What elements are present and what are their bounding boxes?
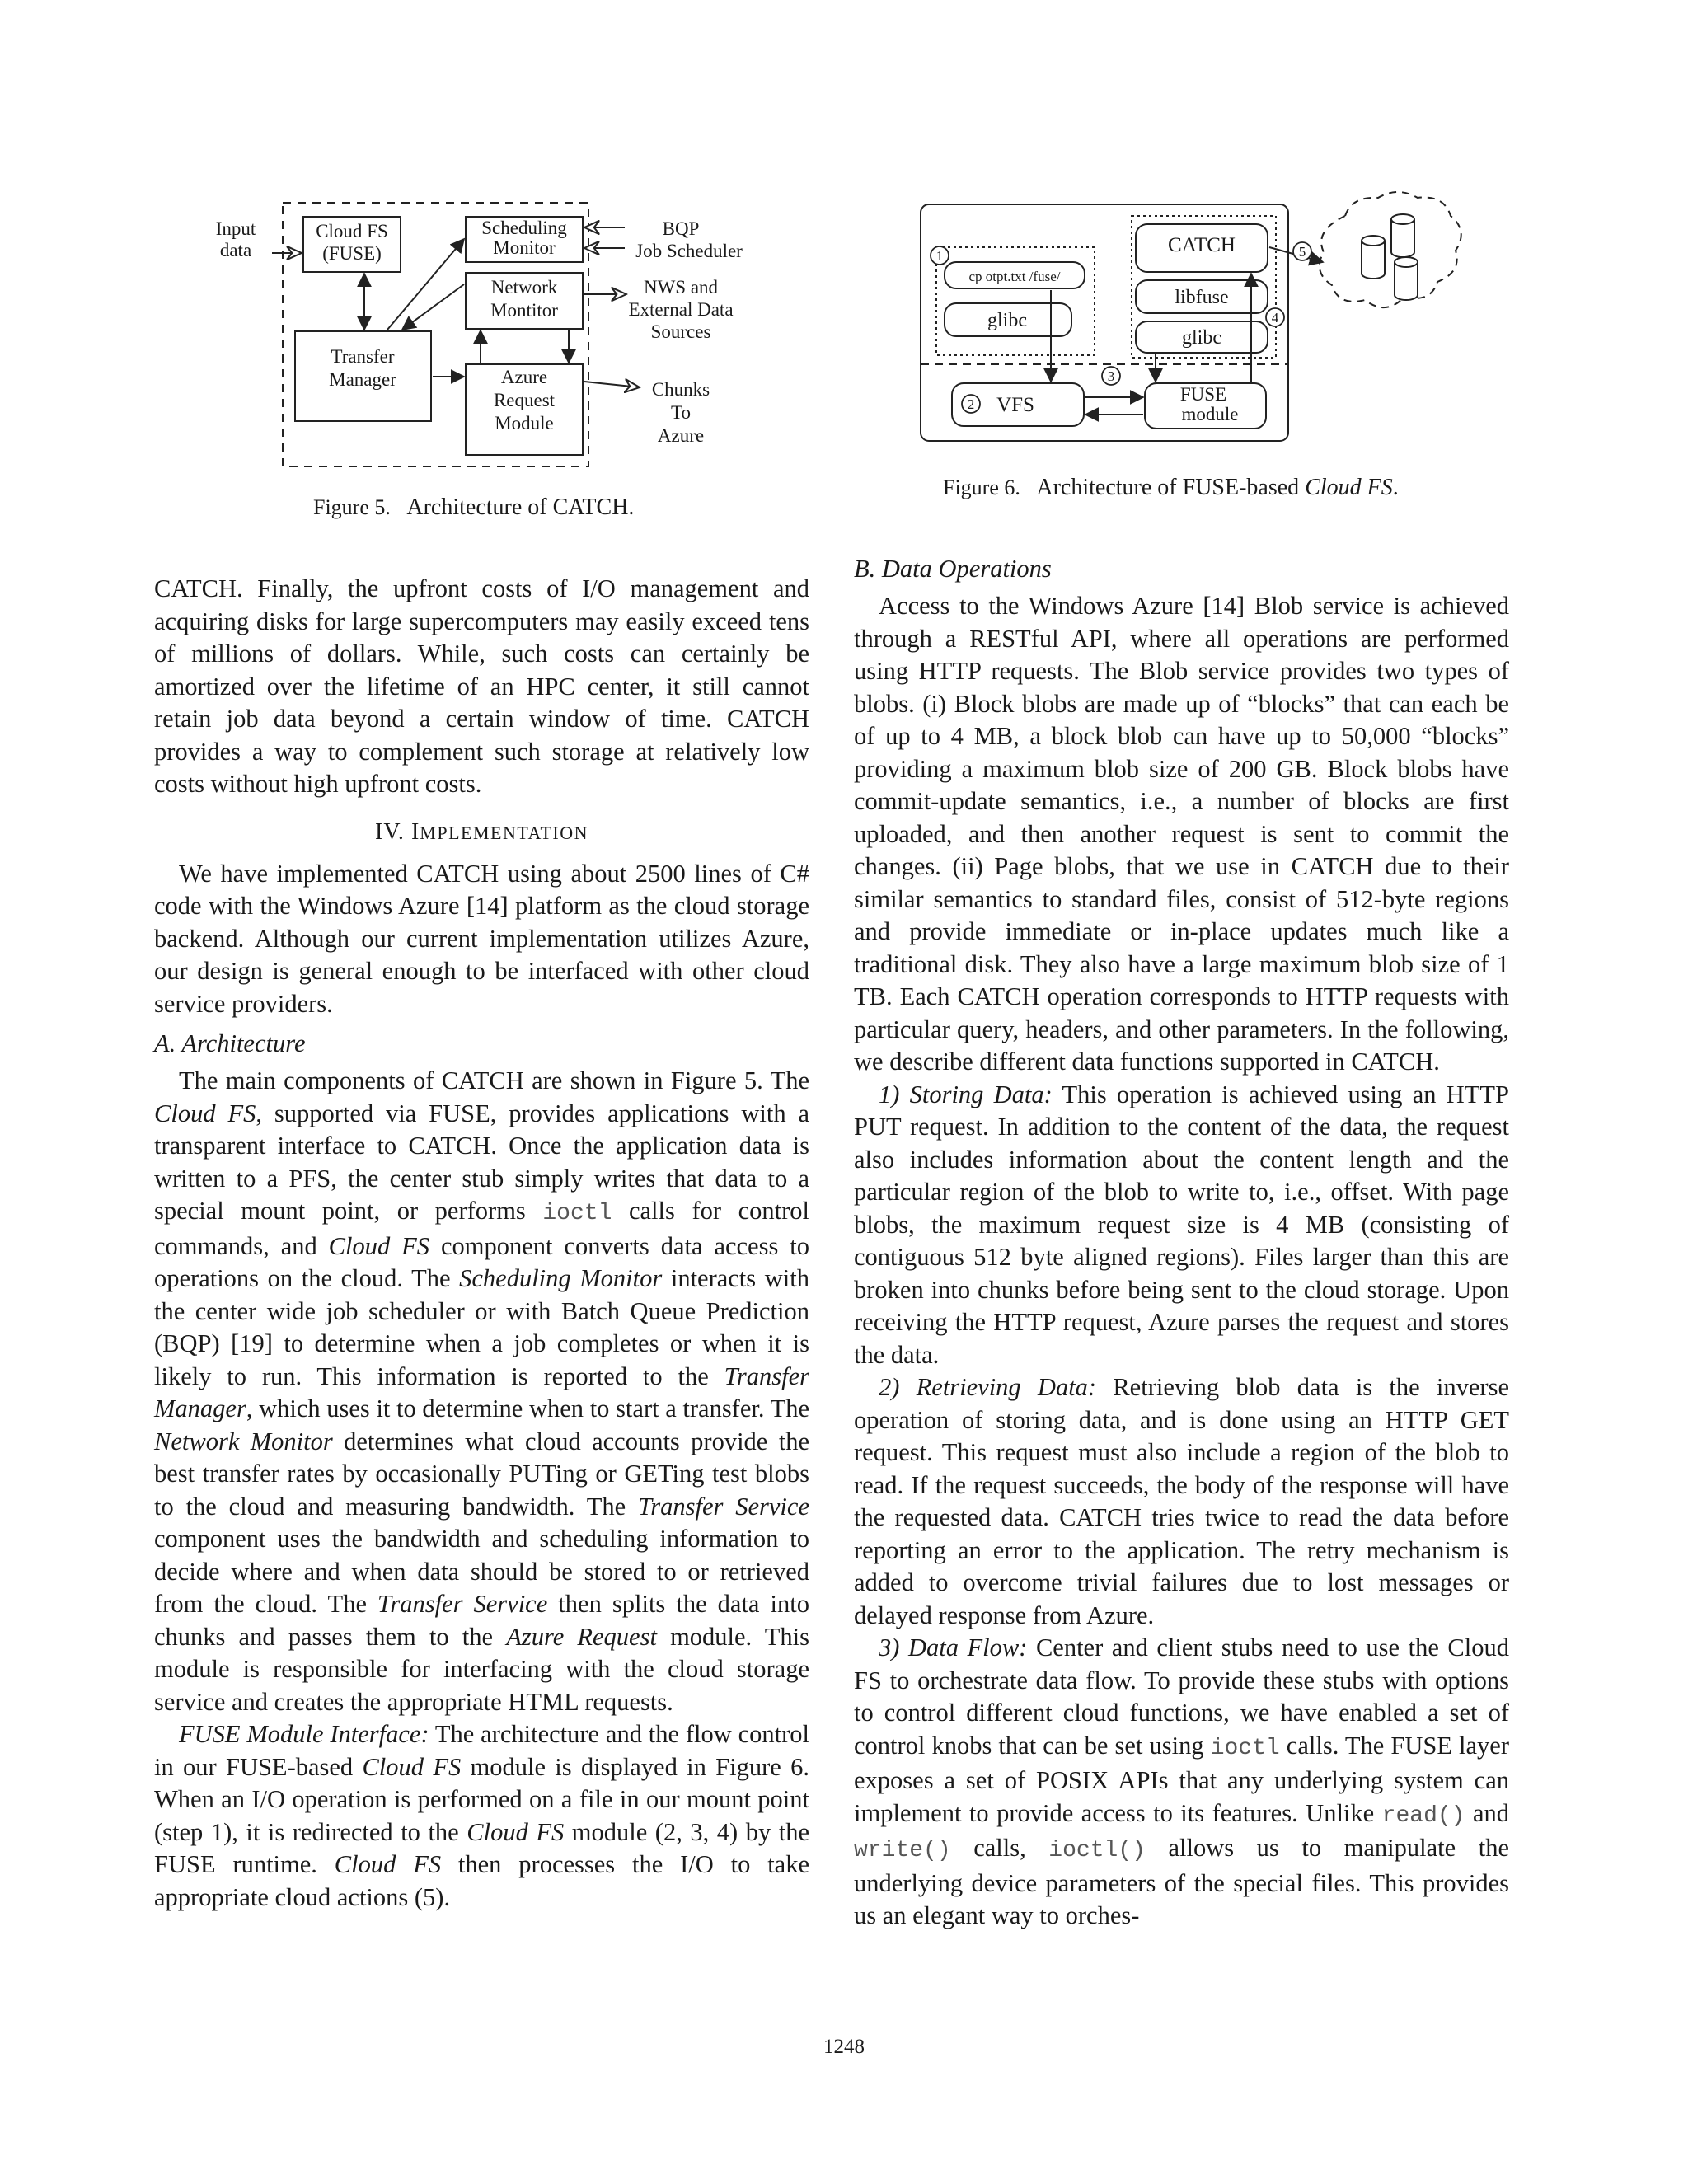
figure-6-caption-italic: Cloud FS xyxy=(1305,475,1393,500)
fig6-libfuse-label: libfuse xyxy=(1175,287,1229,308)
figure-6-caption-end: . xyxy=(1392,475,1399,500)
figure-6-caption xyxy=(943,475,1399,501)
fig6-step-5: 5 xyxy=(1298,244,1306,260)
fig5-arrow-transfer-sched xyxy=(387,239,464,330)
figure-5-diagram xyxy=(0,0,844,527)
section-title-first: I xyxy=(410,818,420,845)
fig6-step-1: 1 xyxy=(935,248,944,264)
fig6-cp-label: cp otpt.txt /fuse/ xyxy=(968,269,1061,284)
paragraph-storing-data: 1) Storing Data: This operation is achieved using an HTTP PUT request. In addition to the content of the data, the request also includes information about the content length and the particular region of the blob to write to, i.e., offset. With page blobs, the maximum request size is 4 MB (consisting of contiguous 512 byte aligned regions). Files larger than this are broken into chunks before being sent to the cloud storage. Upon receiving the HTTP request, Azure parses the request and stores the data. xyxy=(854,1080,1509,1369)
fig5-cloudfs-label: Cloud FS (FUSE) xyxy=(316,221,388,264)
section-heading-implementation xyxy=(154,816,809,850)
figure-5-caption-label: Figure 5. xyxy=(313,495,391,519)
fig5-nws-label: NWS and External Data Sources xyxy=(628,277,734,342)
paragraph-intro: CATCH. Finally, the upfront costs of I/O management and acquiring disks for large supercomputers may easily exceed tens of millions of dollars. While, such costs can certainly be amortized over the lifetime of an HPC center, it still cannot retain job data beyond a certain window of time. CATCH provides a way to complement such storage at relatively low costs without high upfront costs. xyxy=(154,574,809,798)
fig5-network-label: Network Montitor xyxy=(490,277,558,321)
figure-6-caption-label: Figure 6. xyxy=(943,476,1020,499)
subsection-heading-architecture: A. Architecture xyxy=(154,1029,306,1057)
fig6-storage-cylinders xyxy=(1362,214,1418,300)
fig5-bqp-label: BQP Job Scheduler xyxy=(635,218,743,261)
paragraph-data-operations: Access to the Windows Azure [14] Blob service is achieved through a RESTful API, where all operations are performed using HTTP requests. The Blob service provides two types of blobs. (i) Block blobs are made up of “blocks” that can each be of up to 4 MB, a block blob can have up to 50,000 “blocks” providing a maximum blob size of 200 GB. Block blobs have commit-update semantics, i.e., a number of blocks are first uploaded, and then another request is sent to commit the changes. (ii) Page blobs, that we use in CATCH due to their similar semantics to standard files, consist of 512-byte regions and provide immediate or in-place updates much like a traditional disk. They also have a large maximum blob size of 1 TB. Each CATCH operation corresponds to HTTP requests with particular query, headers, and other parameters. In the following, we describe different data functions supported in CATCH. xyxy=(854,592,1509,1076)
fig5-arrow-transfer-net xyxy=(402,284,464,330)
fig6-cloud-outline xyxy=(1320,192,1461,307)
fig5-arrow-chunks xyxy=(584,382,640,387)
fig5-chunks-label: Chunks To Azure xyxy=(651,379,710,446)
fig6-fuse-label: FUSE module xyxy=(1179,384,1239,424)
paragraph-architecture: The main components of CATCH are shown in Figure 5. The Cloud FS, supported via FUSE, provides applications with a transparent interface to CATCH. Once the application data is written to a PFS, the center stub simply writes that data to a special mount point, or performs ioctl calls for control commands, and Cloud FS component converts data access to operations on the cloud. The Scheduling Monitor interacts with the center wide job scheduler or with Batch Queue Prediction (BQP) [19] to determine when a job completes or when it is likely to run. This information is reported to the Transfer Manager, which uses it to determine when to start a transfer. The Network Monitor determines what cloud accounts provide the best transfer rates by occasionally PUTing or GETing test blobs to the cloud and measuring bandwidth. The Transfer Service component uses the bandwidth and scheduling information to decide where and when data should be stored to or retrieved from the cloud. The Transfer Service then splits the data into chunks and passes them to the Azure Request module. This module is responsible for interfacing with the cloud storage service and creates the appropriate HTML requests. xyxy=(154,1066,809,1716)
paragraph-data-flow: 3) Data Flow: Center and client stubs need to use the Cloud FS to orchestrate data flow. To provide these stubs with options to control different cloud functions, we have enabled a set of control knobs that can be set using ioctl calls. The FUSE layer exposes a set of POSIX APIs that any underlying system can implement to provide access to its features. Unlike read() and write() calls, ioctl() allows us to manipulate the underlying device parameters of the special files. This provides us an elegant way to orches- xyxy=(854,1633,1509,1929)
fig5-azure-label: Azure Request Module xyxy=(493,367,556,434)
section-title-rest: MPLEMENTATION xyxy=(420,822,588,843)
subsection-heading-data-operations: B. Data Operations xyxy=(854,555,1052,583)
figure-5-caption xyxy=(313,494,634,521)
fig6-user-app-group xyxy=(936,247,1095,355)
fig5-input-label: Input data xyxy=(215,218,256,260)
fig5-scheduling-label: Scheduling Monitor xyxy=(481,218,567,258)
fig6-step-3: 3 xyxy=(1107,368,1115,384)
right-column xyxy=(854,552,1509,1933)
paragraph-fuse-module: FUSE Module Interface: The architecture and the flow control in our FUSE-based Cloud FS module is displayed in Figure 6. When an I/O operation is performed on a file in our mount point (step 1), it is redirected to the Cloud FS module (2, 3, 4) by the FUSE runtime. Cloud FS then processes the I/O to take appropriate cloud actions (5). xyxy=(154,1720,810,1911)
section-number: IV. xyxy=(375,818,411,845)
fig6-vfs-label: VFS xyxy=(996,394,1034,416)
paragraph-retrieving-data: 2) Retrieving Data: Retrieving blob data is the inverse operation of storing data, and is done using an HTTP GET request. This request must also include a region of the blob to read. If the request succeeds, the body of the response will have the requested data. CATCH tries twice to read the data before reporting an error to the application. The retry mechanism is added to overcome trivial failures due to lost messages or delayed response from Azure. xyxy=(854,1373,1509,1629)
fig6-step-4: 4 xyxy=(1271,310,1279,326)
figure-6-diagram xyxy=(844,0,1688,527)
fig6-step-2: 2 xyxy=(967,396,975,412)
figure-6-caption-text: Architecture of FUSE-based xyxy=(1036,475,1306,500)
paragraph-implementation: We have implemented CATCH using about 2500 lines of C# code with the Windows Azure [14] platform as the cloud storage backend. Although our current implementation utilizes Azure, our design is general enough to be interfaced with other cloud service providers. xyxy=(154,859,809,1018)
page-number: 1248 xyxy=(823,2036,865,2058)
fig5-transfer-label: Transfer Manager xyxy=(329,346,396,390)
fig6-catch-label: CATCH xyxy=(1168,234,1236,256)
left-column xyxy=(154,573,809,1914)
figure-5-caption-text: Architecture of CATCH. xyxy=(406,494,635,520)
fig6-glibc-right-label: glibc xyxy=(1182,327,1221,349)
fig6-glibc-left-label: glibc xyxy=(987,310,1027,331)
